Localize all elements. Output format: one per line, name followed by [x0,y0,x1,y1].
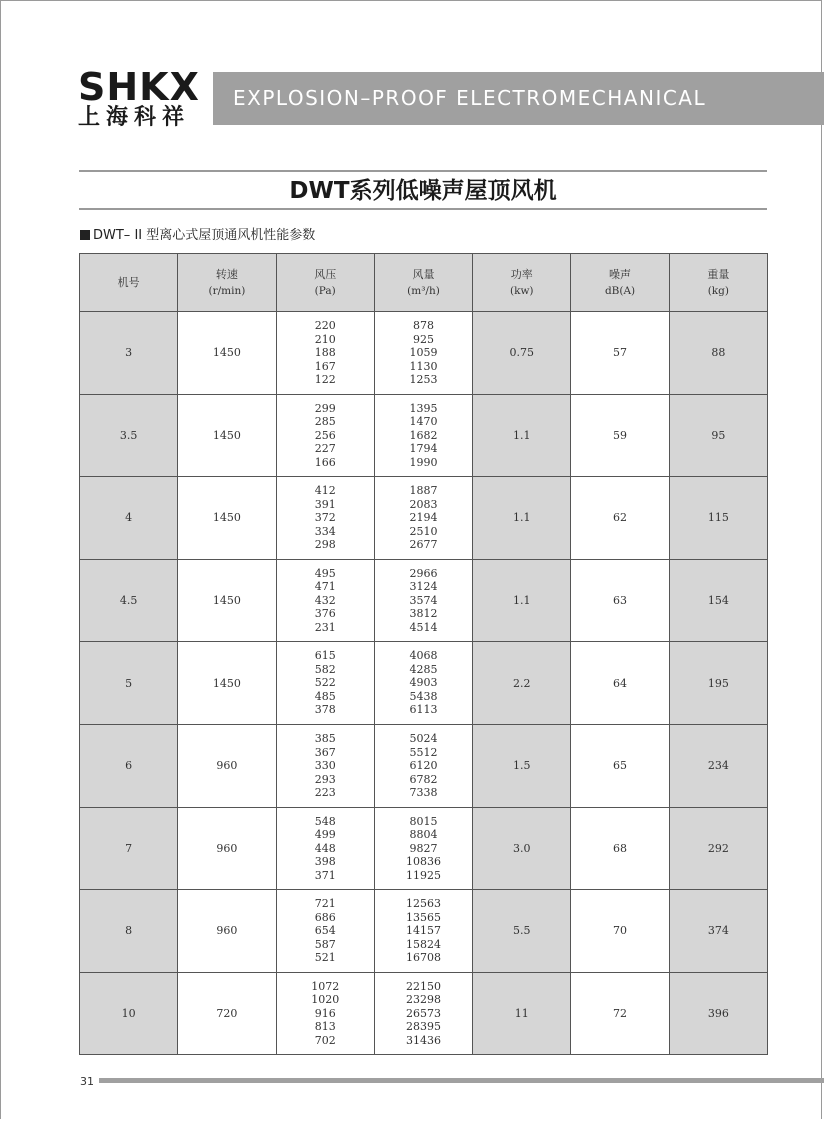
cell-model: 8 [80,890,178,973]
cell-power: 1.1 [473,559,571,642]
cell-power: 0.75 [473,312,571,395]
cell-weight: 195 [669,642,767,725]
cell-value: 6782 [409,772,438,786]
page-title: DWT系列低噪声屋顶风机 [289,178,557,204]
cell-value: 6120 [409,759,438,773]
cell-power: 3.0 [473,807,571,890]
cell-value: 1253 [409,373,438,387]
cell-pressure [276,890,374,973]
cell-value: 3574 [409,593,438,607]
column-header-name: 风量 [412,267,435,281]
title-rule-bottom [79,208,767,210]
column-header-name: 功率 [510,267,533,281]
cell-value: 330 [314,759,336,773]
logo-text-en: SHKX [78,65,200,109]
table-row [80,972,768,1055]
cell-value: 813 [314,1020,336,1034]
cell-value: 220 [314,319,336,333]
cell-value: 4068 [409,649,438,663]
cell-value: 4514 [409,620,438,634]
column-header-name: 噪声 [609,267,632,281]
cell-model: 3.5 [80,394,178,477]
cell-value: 22150 [405,979,441,993]
cell-model: 4.5 [80,559,178,642]
table-header-row [80,254,768,312]
table-row [80,312,768,395]
cell-flow [374,807,472,890]
cell-value: 2677 [409,538,438,552]
square-bullet-icon [80,230,90,240]
cell-value: 122 [314,373,336,387]
cell-value: 522 [314,676,336,690]
cell-value: 28395 [405,1020,441,1034]
cell-value: 293 [314,772,336,786]
cell-value: 231 [314,620,336,634]
header-banner: EXPLOSION–PROOF ELECTROMECHANICAL [213,72,824,125]
cell-speed: 1450 [178,394,276,477]
column-header [178,254,276,312]
cell-value: 485 [314,689,336,703]
column-header-unit: (Pa) [314,284,336,297]
cell-weight: 88 [669,312,767,395]
cell-value: 548 [314,814,336,828]
cell-flow [374,890,472,973]
cell-speed: 960 [178,890,276,973]
page-number: 31 [80,1075,94,1088]
cell-power: 1.1 [473,477,571,560]
cell-pressure [276,724,374,807]
cell-model: 6 [80,724,178,807]
table-row [80,394,768,477]
cell-flow [374,972,472,1055]
cell-value: 372 [314,511,336,525]
cell-weight: 115 [669,477,767,560]
cell-value: 167 [314,359,336,373]
cell-value: 298 [314,538,336,552]
cell-noise: 72 [571,972,669,1055]
cell-pressure [276,477,374,560]
cell-speed: 960 [178,807,276,890]
cell-value: 398 [314,855,336,869]
cell-value: 256 [314,428,336,442]
cell-flow [374,642,472,725]
column-header-name: 机号 [117,276,140,289]
column-header [473,254,571,312]
cell-value: 3124 [409,580,438,594]
cell-value: 2510 [409,524,438,538]
cell-flow [374,724,472,807]
cell-value: 5512 [409,745,438,759]
cell-value: 13565 [405,910,441,924]
cell-value: 9827 [409,841,438,855]
cell-flow [374,312,472,395]
cell-value: 1072 [311,979,340,993]
cell-speed: 1450 [178,312,276,395]
column-header-name: 重量 [707,267,730,281]
cell-pressure [276,642,374,725]
cell-weight: 374 [669,890,767,973]
cell-pressure [276,972,374,1055]
cell-power: 2.2 [473,642,571,725]
cell-speed: 1450 [178,642,276,725]
cell-speed: 720 [178,972,276,1055]
cell-speed: 1450 [178,477,276,560]
cell-value: 385 [314,732,336,746]
cell-flow [374,477,472,560]
cell-noise: 68 [571,807,669,890]
cell-noise: 70 [571,890,669,973]
cell-value: 878 [412,319,434,333]
cell-value: 2966 [409,566,438,580]
cell-value: 15824 [405,937,441,951]
cell-value: 916 [314,1006,336,1020]
cell-model: 5 [80,642,178,725]
cell-value: 702 [314,1033,336,1047]
column-header [669,254,767,312]
cell-value: 223 [314,786,336,800]
cell-value: 227 [314,442,336,456]
footer-bar [99,1078,824,1083]
cell-value: 1020 [311,993,340,1007]
cell-power: 1.5 [473,724,571,807]
cell-noise: 57 [571,312,669,395]
cell-weight: 396 [669,972,767,1055]
cell-value: 5024 [409,732,438,746]
cell-value: 721 [314,897,336,911]
cell-value: 367 [314,745,336,759]
cell-value: 7338 [409,786,438,800]
column-header [80,254,178,312]
cell-value: 582 [314,662,336,676]
cell-model: 3 [80,312,178,395]
cell-value: 925 [412,332,434,346]
cell-value: 686 [314,910,336,924]
cell-weight: 234 [669,724,767,807]
cell-value: 2194 [409,511,438,525]
cell-value: 4285 [409,662,438,676]
company-logo [78,65,202,130]
cell-value: 376 [314,607,336,621]
cell-value: 1130 [409,359,438,373]
cell-power: 11 [473,972,571,1055]
column-header-unit: dB(A) [604,284,636,297]
column-header-unit: (r/min) [208,284,246,297]
cell-value: 285 [314,415,336,429]
cell-noise: 62 [571,477,669,560]
cell-value: 299 [314,401,336,415]
cell-flow [374,394,472,477]
cell-value: 499 [314,828,336,842]
cell-value: 615 [314,649,336,663]
cell-value: 6113 [409,703,438,717]
cell-value: 495 [314,566,336,580]
cell-power: 5.5 [473,890,571,973]
cell-value: 391 [314,497,336,511]
cell-value: 8804 [409,828,438,842]
cell-value: 1794 [409,442,438,456]
title-rule-top [79,170,767,172]
cell-value: 5438 [409,689,438,703]
cell-pressure [276,394,374,477]
column-header-unit: (kg) [707,284,729,297]
cell-value: 210 [314,332,336,346]
column-header [276,254,374,312]
cell-value: 371 [314,868,336,882]
cell-value: 11925 [405,868,441,882]
table-row [80,477,768,560]
cell-flow [374,559,472,642]
cell-pressure [276,559,374,642]
cell-value: 1990 [409,455,438,469]
column-header-name: 风压 [314,267,337,281]
column-header-unit: (kw) [509,284,534,297]
table-row [80,890,768,973]
cell-value: 3812 [409,607,438,621]
cell-weight: 95 [669,394,767,477]
cell-value: 1470 [409,415,438,429]
cell-value: 471 [314,580,336,594]
cell-noise: 63 [571,559,669,642]
cell-value: 654 [314,924,336,938]
cell-value: 166 [314,455,336,469]
performance-table [79,253,768,1055]
cell-value: 26573 [405,1006,441,1020]
cell-value: 188 [314,346,336,360]
cell-power: 1.1 [473,394,571,477]
cell-value: 378 [314,703,336,717]
cell-value: 1887 [409,484,438,498]
cell-weight: 154 [669,559,767,642]
cell-value: 12563 [405,897,441,911]
table-row [80,807,768,890]
cell-model: 7 [80,807,178,890]
cell-value: 14157 [405,924,441,938]
cell-noise: 65 [571,724,669,807]
table-caption [80,227,315,245]
cell-value: 4903 [409,676,438,690]
column-header [374,254,472,312]
cell-value: 334 [314,524,336,538]
cell-pressure [276,312,374,395]
cell-weight: 292 [669,807,767,890]
cell-value: 1059 [409,346,438,360]
table-row [80,559,768,642]
cell-speed: 1450 [178,559,276,642]
cell-value: 16708 [405,951,441,965]
cell-value: 521 [314,951,336,965]
cell-value: 23298 [405,993,441,1007]
cell-noise: 59 [571,394,669,477]
column-header-name: 转速 [215,267,238,281]
column-header [571,254,669,312]
cell-value: 448 [314,841,336,855]
column-header-unit: (m³/h) [407,284,440,297]
cell-model: 10 [80,972,178,1055]
cell-value: 1395 [409,401,438,415]
cell-value: 31436 [405,1033,441,1047]
cell-value: 412 [314,484,336,498]
table-row [80,642,768,725]
logo-text-cn: 上海科祥 [78,105,191,130]
cell-speed: 960 [178,724,276,807]
table-row [80,724,768,807]
cell-noise: 64 [571,642,669,725]
cell-value: 10836 [405,855,441,869]
cell-value: 432 [314,593,336,607]
cell-pressure [276,807,374,890]
cell-value: 2083 [409,497,438,511]
table-caption-text: DWT– II 型离心式屋顶通风机性能参数 [93,228,316,243]
cell-value: 1682 [409,428,438,442]
cell-value: 8015 [409,814,438,828]
cell-model: 4 [80,477,178,560]
cell-value: 587 [314,937,336,951]
